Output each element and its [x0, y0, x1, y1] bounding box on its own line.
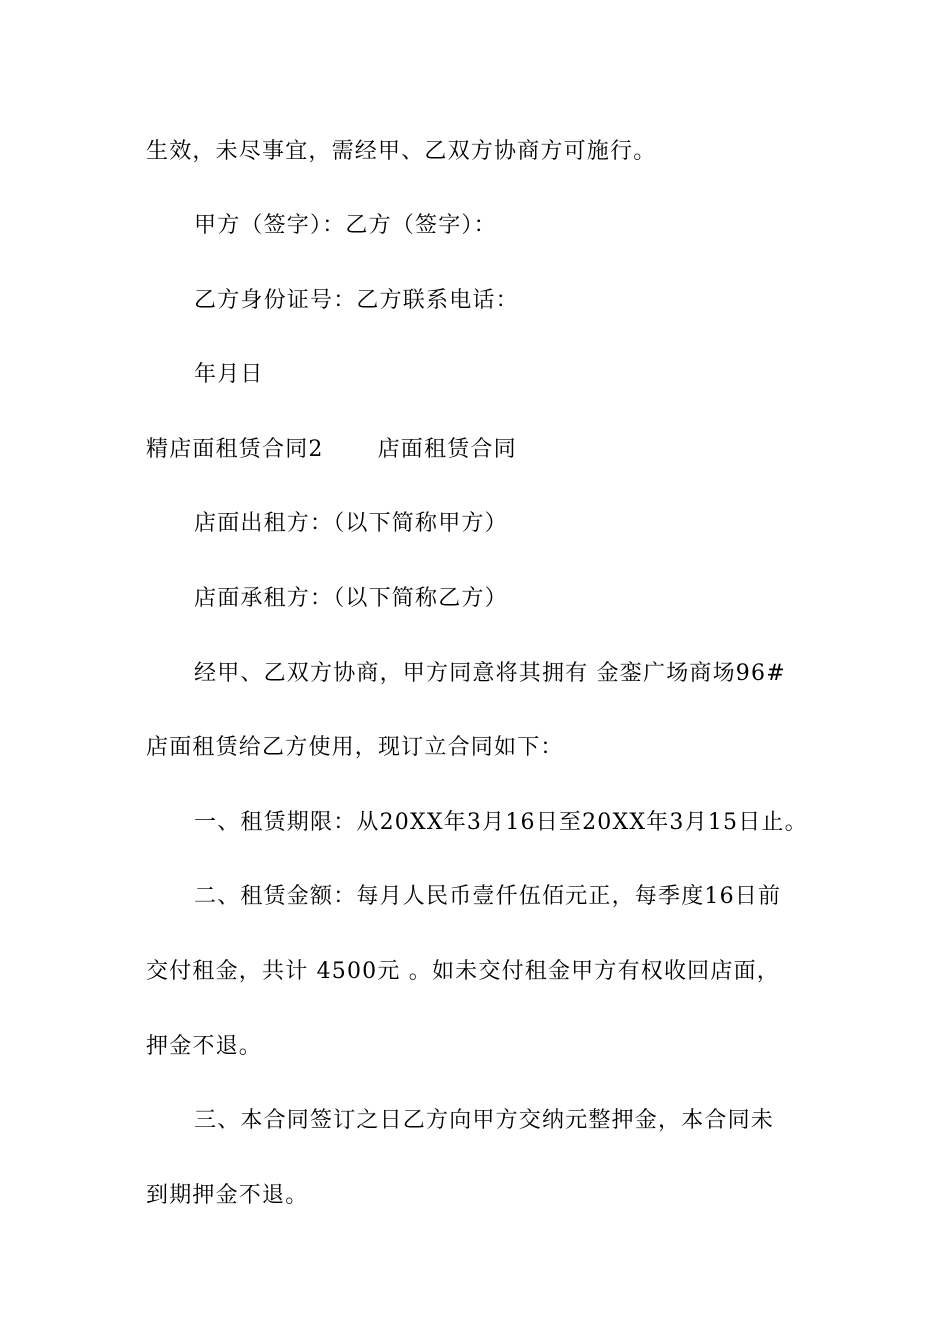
- section-heading: [146, 434, 517, 466]
- text-line: 到期押金不退。: [146, 1183, 309, 1208]
- text-line: 押金不退。: [146, 1034, 263, 1059]
- clause-deposit: 三、本合同签订之日乙方向甲方交纳元整押金，本合同未: [194, 1108, 775, 1133]
- contract-title: 店面租赁合同: [377, 437, 517, 462]
- clause-rent: 二、租赁金额：每月人民币壹仟伍佰元正，每季度16日前: [194, 884, 782, 909]
- clause-term: 一、租赁期限：从20XX年3月16日至20XX年3月15日止。: [194, 810, 808, 835]
- date-line: 年月日: [194, 362, 264, 387]
- text-line: 店面租赁给乙方使用，现订立合同如下：: [146, 735, 564, 760]
- section-number-title: 精店面租赁合同2: [146, 437, 324, 462]
- text-line: 交付租金，共计 4500元 。如未交付租金甲方有权收回店面，: [146, 959, 780, 984]
- lessee-line: 店面承租方：（以下简称乙方）: [194, 586, 508, 611]
- lessor-line: 店面出租方：（以下简称甲方）: [194, 511, 508, 536]
- id-phone-line: 乙方身份证号：乙方联系电话：: [194, 288, 519, 313]
- signature-line: 甲方（签字）：乙方（签字）：: [194, 213, 497, 238]
- text-line: 经甲、乙双方协商，甲方同意将其拥有 金銮广场商场96#: [194, 661, 786, 686]
- text-line: 生效，未尽事宜，需经甲、乙双方协商方可施行。: [146, 139, 657, 164]
